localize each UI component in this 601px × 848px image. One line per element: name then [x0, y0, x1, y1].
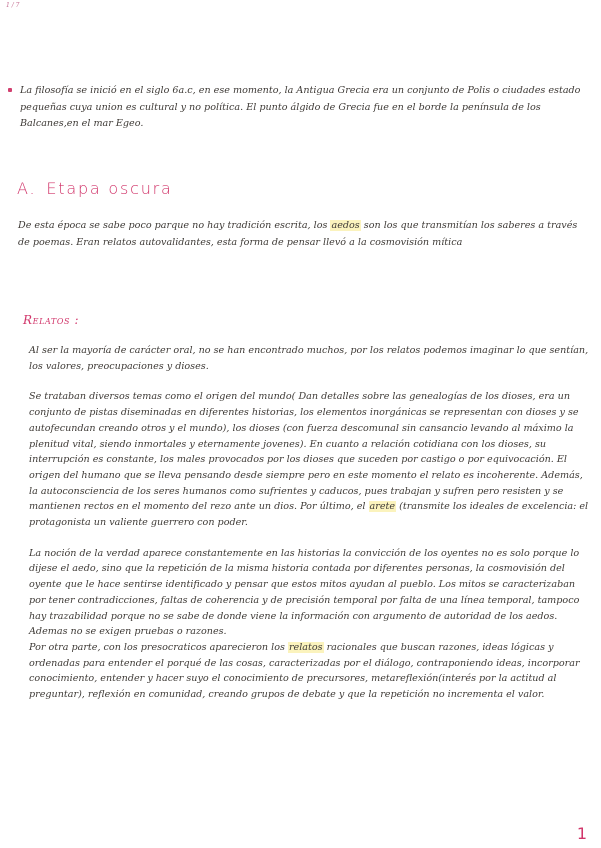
section-intro-text: De esta época se sabe poco parque no hay tradición escrita, los [18, 220, 331, 231]
intro-paragraph [8, 83, 583, 133]
relatos-paragraph-4 [29, 640, 589, 703]
p4-text-cont: racionales que buscan razones, ideas lógicas y ordenadas para entender el porqué de las cosas, caracterizadas por el diálogo, contraponiendo ideas, incorporar conocimiento, entender y hacer suyo el conocimiento de precursores, metareflexión(interés por la actitud al preguntar), reflexión en comunidad, creando grupos de debate y que la repetición no incrementa el valor. [29, 641, 580, 701]
section-intro-text-cont: son los que transmitían los saberes a través de poemas. Eran relatos autovalidantes, esta forma de pensar llevó a la cosmovisión mítica [18, 220, 578, 248]
page-number: 1 [576, 824, 587, 843]
relatos-paragraph-2 [29, 389, 589, 530]
relatos-paragraph-3: La noción de la verdad aparece constantemente en las historias la convicción de los oyentes no es solo porque lo dijese el aedo, sino que la repetición de la misma historia contada por diferentes personas, la cosmovisión del oyente que le hace sentirse identificado y pensar que estos mitos ayudan al pueblo. Los mitos se caracterizaban por tener contradicciones, faltas de coherencia y de precisión temporal por falta de una línea temporal, tampoco hay trazabilidad porque no se sabe de donde viene la información con argumento de autoridad de los aedos. Ademas no se exigen pruebas o razones. [29, 547, 580, 638]
relatos-heading: Relatos : [23, 313, 80, 327]
p4-text: Por otra parte, con los presocraticos aparecieron los [29, 641, 288, 653]
page-counter: 1 / 7 [6, 2, 20, 9]
relatos-paragraph-1: Al ser la mayoría de carácter oral, no se han encontrado muchos, por los relatos podemos imaginar lo que sentían, los valores, preocupaciones y dioses. [29, 345, 589, 372]
section-number: A. [17, 179, 37, 198]
highlight-aedos: aedos [331, 220, 360, 231]
relatos-body [29, 343, 589, 718]
intro-text: La filosofía se inició en el siglo 6a.c, en ese momento, la Antigua Grecia era un conjunto de Polis o ciudades estado pequeñas cuya union es cultural y no política. El punto álgido de Grecia fue en el borde la península de los Balcanes,en el mar Egeo. [20, 85, 581, 129]
p2-text: Se trataban diversos temas como el origen del mundo( Dan detalles sobre las genealogías de los dioses, era un conjunto de pistas diseminadas en diferentes historias, los elementos inorgánicas se representan con dioses y se autofecundan creando otros y el mundo), los dioses (con fuerza descomunal sin cansancio levando al máximo la plenitud vital, siendo inmortales y eternamente jovenes). En cuanto a relación cotidiana con los dioses, su interrupción es constante, los males provocados por los dioses que suceden por castigo o por equivocación. El origen del humano que se lleva pensando desde siempre pero en este momento el relato es incoherente. Además, la autoconsciencia de los seres humanos como sufrientes y caducos, pues trabajan y sufren pero resisten y se mantienen rectos en el momento del rezo ante un dios. Por último, el [29, 391, 583, 513]
section-title: Etapa oscura [46, 179, 173, 198]
p2-text-cont: (transmite los ideales de excelencia: el protagonista un valiente guerrero con poder. [29, 501, 589, 529]
highlight-arete: arete [369, 501, 396, 513]
section-intro-paragraph [18, 218, 584, 251]
section-heading [17, 179, 173, 198]
bullet-icon [8, 88, 12, 92]
highlight-relatos: relatos [288, 641, 323, 653]
